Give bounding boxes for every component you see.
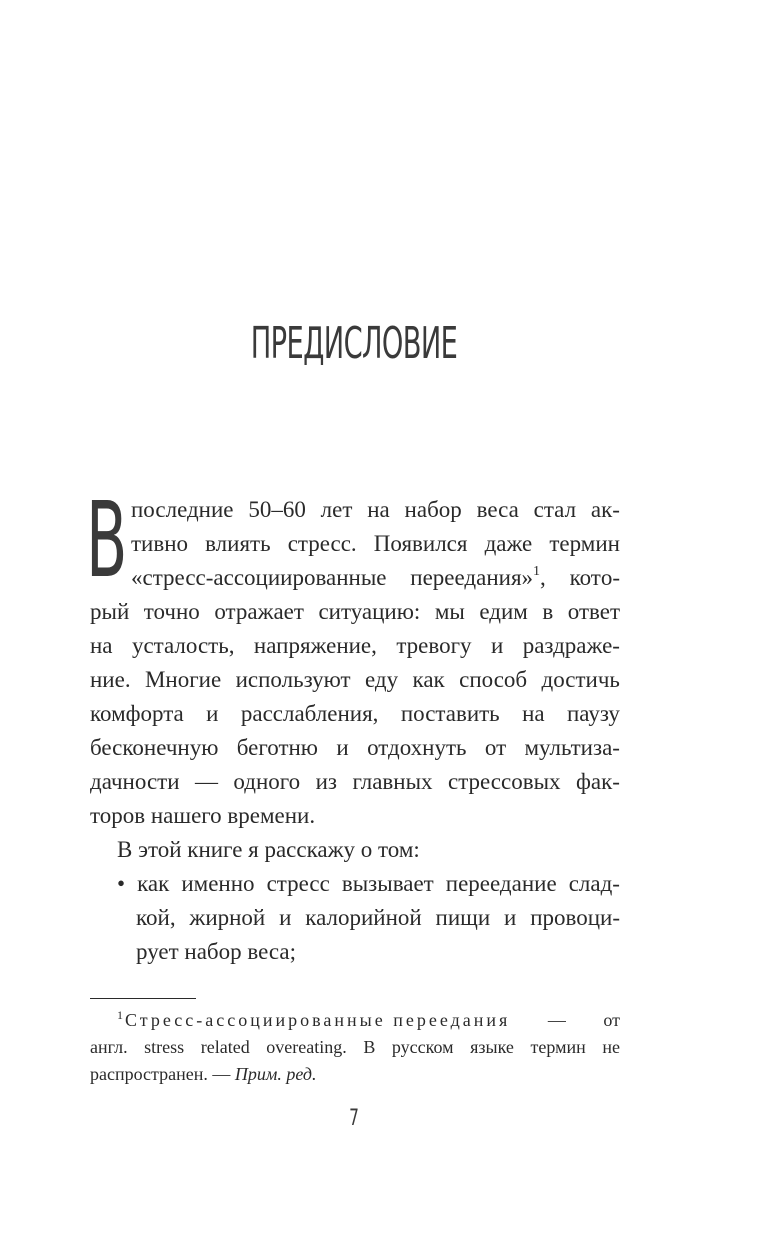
word: и <box>336 735 349 760</box>
word: достичь <box>541 667 620 692</box>
chapter-title: ПРЕДИСЛОВИЕ <box>250 318 458 369</box>
text-line <box>90 697 620 731</box>
word: комфорта <box>90 701 184 726</box>
word: и <box>279 905 292 930</box>
word: одного <box>233 769 301 794</box>
text-line <box>90 731 620 765</box>
word: термин <box>530 1037 586 1057</box>
word: на <box>522 701 545 726</box>
text-line <box>117 867 620 901</box>
word: дачности <box>90 769 180 794</box>
word: ак- <box>590 497 620 522</box>
word: раздраже- <box>522 633 620 658</box>
drop-cap: В <box>86 479 128 601</box>
word: слад- <box>568 871 620 896</box>
word: и <box>206 701 219 726</box>
word: едим <box>479 599 528 624</box>
word: как <box>137 871 170 896</box>
word: Появился <box>373 531 468 556</box>
word: русском <box>391 1037 454 1057</box>
word: влиять <box>205 531 271 556</box>
word: не <box>602 1037 620 1057</box>
word: рует набор веса; <box>136 939 296 964</box>
bullet-marker: • <box>117 871 126 896</box>
word: беготню <box>236 735 318 760</box>
word: напряжение, <box>253 633 377 658</box>
word: из <box>315 769 337 794</box>
word: как <box>412 667 445 692</box>
word: пищи <box>435 905 491 930</box>
word: overeating. <box>266 1037 347 1057</box>
word: стал <box>533 497 577 522</box>
word: на <box>367 497 390 522</box>
footnote-line <box>117 1007 620 1033</box>
word: используют <box>235 667 351 692</box>
word: в <box>542 599 554 624</box>
word: лет <box>320 497 353 522</box>
word: stress <box>144 1037 185 1057</box>
text-line <box>90 629 620 663</box>
word: стресс <box>266 871 330 896</box>
word: усталость, <box>131 633 235 658</box>
word: набор <box>404 497 462 522</box>
word: термин <box>549 531 620 556</box>
text-line: В этой книге я расскажу о том: <box>117 837 420 862</box>
text-line <box>90 799 620 833</box>
word: related <box>200 1037 250 1057</box>
text-line <box>136 935 620 969</box>
footnote-line <box>90 1034 620 1060</box>
word: паузу <box>566 701 620 726</box>
word: провоци- <box>530 905 620 930</box>
word: главных <box>352 769 433 794</box>
word: вызывает <box>341 871 434 896</box>
word: англ. <box>90 1037 128 1057</box>
text-line <box>131 527 620 561</box>
word: бесконечную <box>90 735 219 760</box>
word: — <box>547 1010 566 1030</box>
text-line <box>131 493 620 527</box>
editor-note: Прим. ред. <box>234 1064 317 1084</box>
word: на <box>90 633 113 658</box>
word: «стресс-ассоциированные <box>131 565 387 590</box>
word: фак- <box>576 769 620 794</box>
word: калорийной <box>305 905 422 930</box>
word: Многие <box>144 667 222 692</box>
word: 50–60 <box>248 497 306 522</box>
word: мультиза- <box>524 735 620 760</box>
word: рый <box>90 599 130 624</box>
word: котo- <box>569 565 620 590</box>
word: от <box>484 735 507 760</box>
word: тревогу <box>396 633 472 658</box>
footnote-ref: 1 <box>533 564 541 579</box>
word: мы <box>434 599 465 624</box>
word: и <box>490 633 504 658</box>
text-line <box>90 765 620 799</box>
word: — <box>194 769 218 794</box>
text-line <box>136 901 620 935</box>
word: переедания»$^1$, <box>410 564 546 590</box>
word: поставить <box>400 701 500 726</box>
text-line <box>131 561 620 595</box>
page-number: 7 <box>349 1106 359 1131</box>
footnote-term: $^1$ Стресс-ассоциированные переедания <box>117 1008 511 1030</box>
word: переедание <box>445 871 557 896</box>
word: способ <box>459 667 528 692</box>
word: веса <box>476 497 519 522</box>
word: и <box>504 905 517 930</box>
footnote-line <box>90 1061 620 1087</box>
word: В <box>363 1037 376 1057</box>
word: ответ <box>567 599 620 624</box>
word: еду <box>365 667 399 692</box>
word: стресс. <box>287 531 357 556</box>
word: жирной <box>189 905 266 930</box>
word: точно <box>143 599 200 624</box>
word: расслабления, <box>240 701 379 726</box>
footnote-text: распространен. — <box>90 1064 235 1084</box>
word: стрессовых <box>447 769 561 794</box>
word: ситуацию: <box>318 599 421 624</box>
word: отражает <box>214 599 304 624</box>
text-line <box>90 595 620 629</box>
word: именно <box>181 871 255 896</box>
word: языке <box>470 1037 514 1057</box>
word: последние <box>131 497 234 522</box>
footnote-number: 1 <box>117 1008 123 1022</box>
word: ние. <box>90 667 131 692</box>
word: тивно <box>131 531 189 556</box>
word: отдохнуть <box>367 735 467 760</box>
text-line <box>90 663 620 697</box>
footnote-rule <box>90 998 196 999</box>
word: торов нашего времени. <box>90 803 316 828</box>
word: даже <box>484 531 533 556</box>
word: от <box>603 1010 620 1030</box>
word: кой, <box>136 905 176 930</box>
